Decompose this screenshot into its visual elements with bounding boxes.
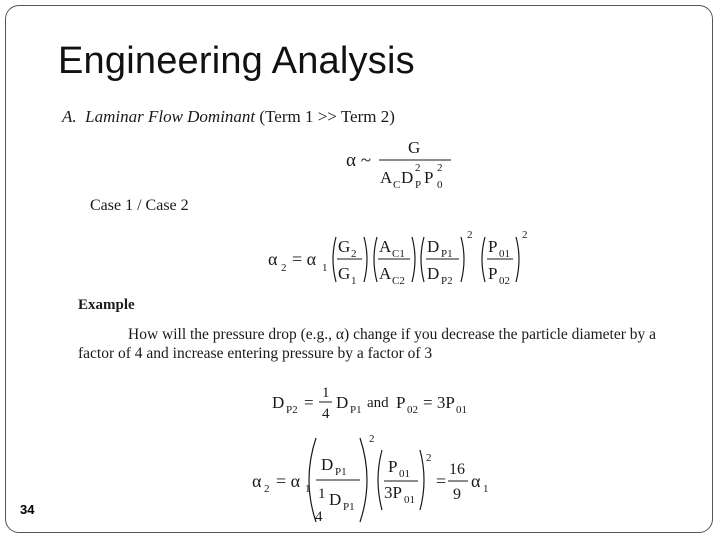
svg-text:P: P [388, 457, 398, 476]
svg-text:P1: P1 [343, 501, 355, 513]
svg-text:=: = [436, 471, 447, 491]
svg-text:D: D [321, 455, 334, 474]
svg-text:2: 2 [351, 248, 357, 260]
svg-text:01: 01 [399, 468, 410, 480]
svg-text:and: and [367, 395, 389, 411]
svg-text:D: D [401, 168, 414, 187]
svg-text:1: 1 [483, 483, 489, 495]
svg-text:A: A [379, 264, 392, 283]
svg-text:D: D [427, 237, 440, 256]
svg-text:D: D [329, 490, 342, 509]
svg-text:1: 1 [322, 262, 328, 274]
svg-text:D: D [272, 393, 285, 412]
svg-text:C1: C1 [392, 248, 405, 260]
svg-text:P: P [424, 168, 434, 187]
svg-text:C: C [393, 179, 401, 191]
svg-text:P: P [488, 237, 498, 256]
svg-text:1: 1 [351, 275, 357, 287]
svg-text:01: 01 [404, 494, 415, 506]
svg-text:1: 1 [322, 385, 330, 401]
svg-text:α: α [471, 471, 481, 491]
svg-text:P1: P1 [335, 466, 347, 478]
svg-text:P1: P1 [441, 248, 453, 260]
section-condition: (Term 1 >> Term 2) [259, 107, 395, 126]
svg-text:2: 2 [281, 262, 287, 274]
svg-text:3P: 3P [384, 483, 402, 502]
svg-text:02: 02 [407, 404, 418, 416]
svg-text:A: A [380, 168, 393, 187]
svg-text:4: 4 [315, 509, 323, 525]
svg-text:1: 1 [318, 486, 326, 502]
svg-text:D: D [427, 264, 440, 283]
svg-text:2: 2 [264, 483, 270, 495]
svg-text:2: 2 [369, 433, 375, 445]
section-heading-text: Laminar Flow Dominant [85, 107, 256, 126]
svg-text:2: 2 [426, 452, 432, 464]
example-question: How will the pressure drop (e.g., α) change if you decrease the particle diameter by a factor of 4 and increase entering pressure by a factor of 3 [78, 326, 657, 362]
svg-text:2: 2 [437, 162, 443, 174]
svg-text:4: 4 [322, 406, 330, 422]
slide-title: Engineering Analysis [58, 40, 415, 82]
svg-text:C2: C2 [392, 275, 405, 287]
svg-text:=: = [304, 393, 314, 412]
svg-text:= α: = α [292, 249, 317, 269]
svg-text:2: 2 [522, 229, 528, 241]
svg-text:02: 02 [499, 275, 510, 287]
svg-text:P: P [488, 264, 498, 283]
svg-text:G: G [408, 138, 421, 157]
svg-text:G: G [338, 237, 351, 256]
svg-text:P: P [415, 179, 422, 191]
case-label: Case 1 / Case 2 [90, 197, 189, 214]
svg-text:01: 01 [499, 248, 510, 260]
svg-text:2: 2 [415, 162, 421, 174]
svg-text:= 3P: = 3P [423, 393, 455, 412]
svg-text:01: 01 [456, 404, 467, 416]
slide-number: 34 [20, 502, 35, 517]
svg-text:α ~: α ~ [346, 150, 371, 171]
section-label: A. [62, 107, 77, 126]
svg-text:2: 2 [467, 229, 473, 241]
svg-text:1: 1 [305, 483, 311, 495]
svg-text:= α: = α [276, 471, 301, 491]
svg-text:P2: P2 [286, 404, 298, 416]
svg-text:α: α [252, 471, 262, 491]
example-label: Example [78, 297, 135, 313]
svg-text:P: P [396, 393, 406, 412]
svg-text:α: α [268, 249, 278, 269]
svg-text:P2: P2 [441, 275, 453, 287]
svg-text:D: D [336, 393, 349, 412]
svg-text:A: A [379, 237, 392, 256]
svg-text:9: 9 [453, 486, 461, 503]
svg-text:P1: P1 [350, 404, 362, 416]
svg-text:16: 16 [449, 461, 465, 478]
svg-text:0: 0 [437, 179, 443, 191]
svg-text:G: G [338, 264, 351, 283]
